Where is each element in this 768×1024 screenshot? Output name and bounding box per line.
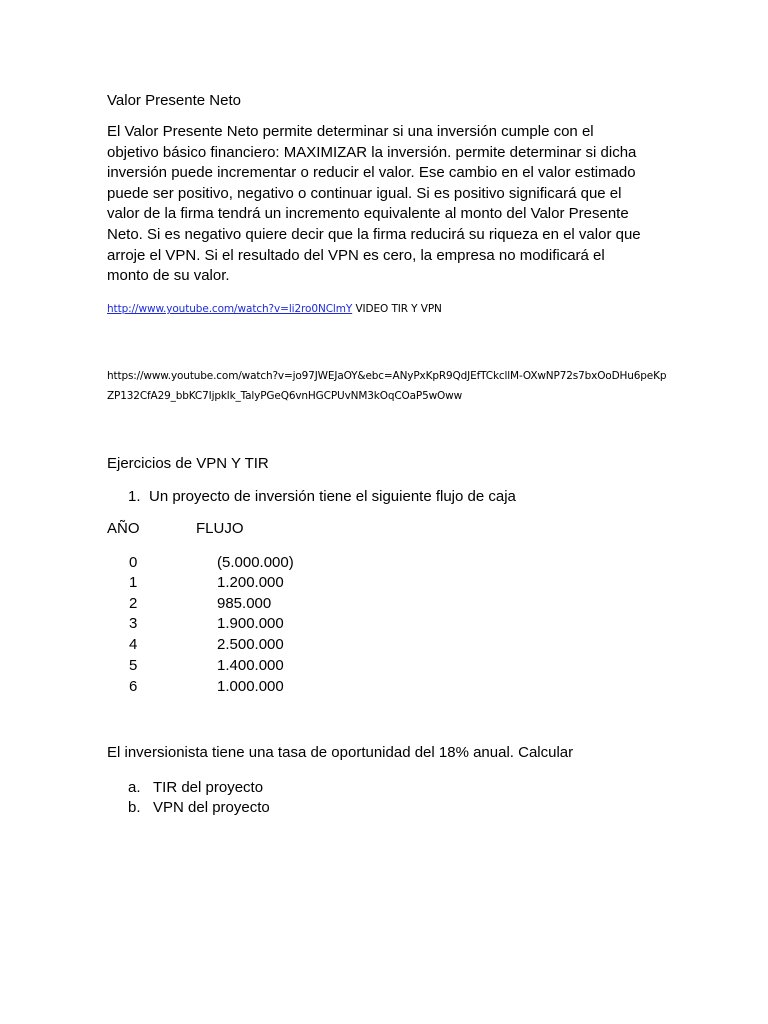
youtube-link-1[interactable]: http://www.youtube.com/watch?v=li2ro0NClmY [107, 303, 353, 315]
year-cell: 1 [129, 574, 138, 591]
video-link-caption: VIDEO TIR Y VPN [352, 303, 442, 315]
table-header-flow: FLUJO [196, 520, 244, 537]
year-cell: 5 [129, 657, 138, 674]
year-cell: 6 [129, 678, 138, 695]
table-row [107, 636, 507, 657]
table-row [107, 615, 507, 636]
exercise-number: 1. [128, 488, 141, 505]
task-marker: a. [128, 779, 141, 796]
task-text: TIR del proyecto [153, 779, 264, 796]
video-link-line [107, 303, 442, 315]
flow-cell: (5.000.000) [217, 554, 294, 571]
year-cell: 4 [129, 636, 138, 653]
table-row [107, 657, 507, 678]
page-heading: Valor Presente Neto [107, 92, 241, 109]
year-cell: 0 [129, 554, 138, 571]
task-text: VPN del proyecto [153, 799, 270, 816]
youtube-url-2: https://www.youtube.com/watch?v=jo97JWEJaOY&ebc=ANyPxKpR9QdJEfTCkcllM-OXwNP72s7bxOoDHu6peKpZP132CfA29_bbKC7Ijpklk_TalyPGeQ6vnHGCPUvNM3kOqCOaP5wOww [107, 370, 667, 402]
table-header-year: AÑO [107, 520, 140, 537]
year-cell: 2 [129, 595, 138, 612]
exercise-text: Un proyecto de inversión tiene el siguiente flujo de caja [149, 488, 516, 505]
task-item [128, 799, 428, 819]
problem-statement: El inversionista tiene una tasa de oportunidad del 18% anual. Calcular [107, 744, 574, 761]
flow-cell: 1.400.000 [217, 657, 284, 674]
table-row [107, 595, 507, 616]
flow-cell: 1.000.000 [217, 678, 284, 695]
table-row [107, 554, 507, 575]
exercises-heading: Ejercicios de VPN Y TIR [107, 455, 269, 472]
intro-paragraph: El Valor Presente Neto permite determinar si una inversión cumple con el objetivo básico financiero: MAXIMIZAR la inversión. permite determinar si dicha inversión puede incrementar o reducir el valor. Ese cambio en el valor estimado puede ser positivo, negativo o continuar igual. Si es positivo significará que el valor de la firma tendrá un incremento equivalente al monto del Valor Presente Neto. Si es negativo quiere decir que la firma reducirá su riqueza en el valor que arroje el VPN. Si el resultado del VPN es cero, la empresa no modificará el monto de su valor. [107, 123, 641, 285]
flow-cell: 985.000 [217, 595, 272, 612]
table-row [107, 678, 507, 699]
flow-cell: 2.500.000 [217, 636, 284, 653]
year-cell: 3 [129, 615, 138, 632]
task-marker: b. [128, 799, 141, 816]
flow-cell: 1.900.000 [217, 615, 284, 632]
flow-cell: 1.200.000 [217, 574, 284, 591]
task-item [128, 779, 428, 799]
table-row [107, 574, 507, 595]
exercise-item-1 [128, 488, 628, 508]
